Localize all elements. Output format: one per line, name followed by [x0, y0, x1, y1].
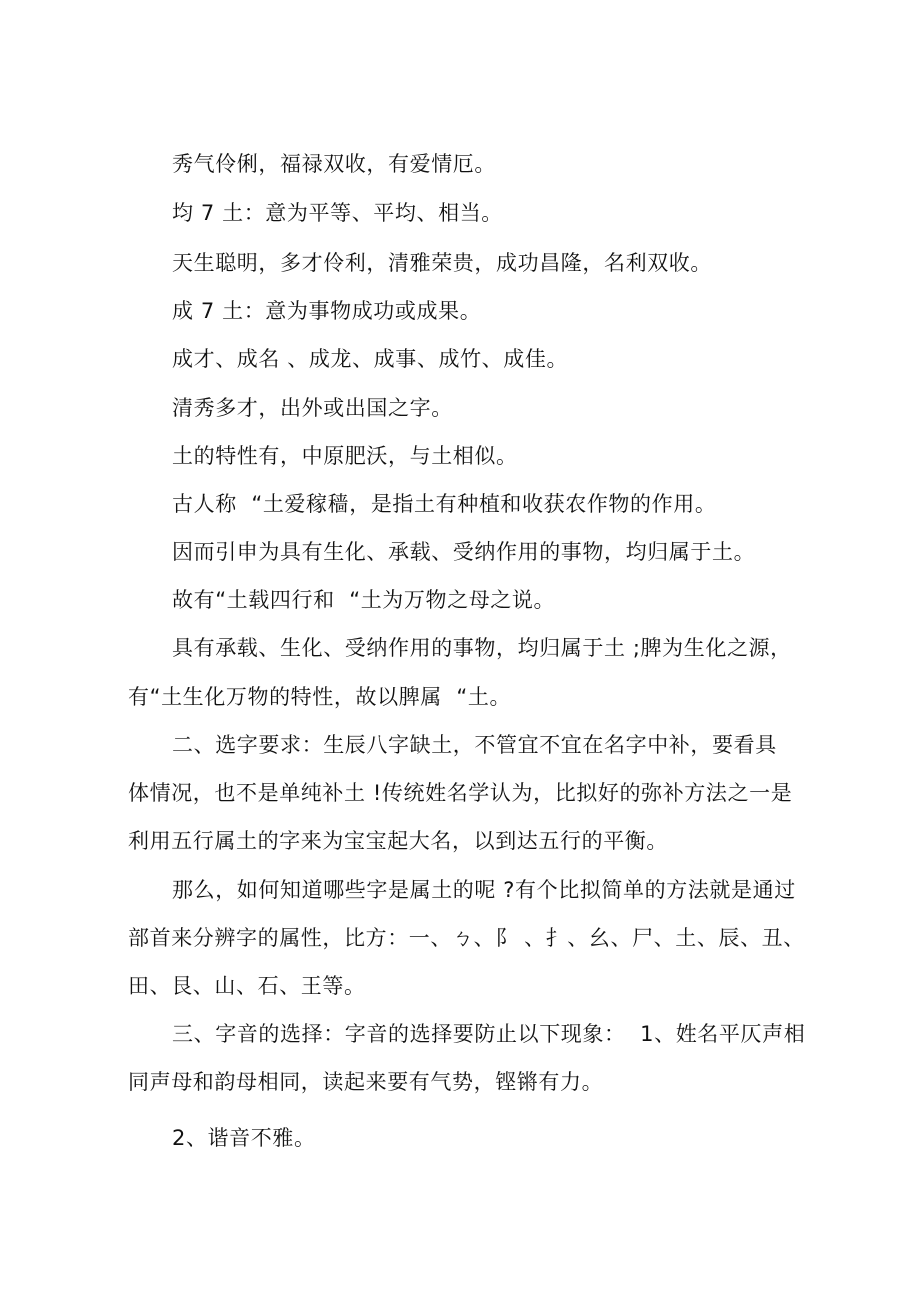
- text-line: 故有“土载四行和 “土为万物之母之说。: [172, 588, 556, 612]
- text-line: 三、字音的选择：字音的选择要防止以下现象： 1、姓名平仄声相: [172, 1022, 806, 1046]
- text-line: 部首来分辨字的属性，比方：一、ㄅ、阝 、扌、幺、尸、土、辰、丑、: [128, 926, 805, 950]
- text-line: 田、艮、山、石、王等。: [128, 974, 366, 998]
- text-line: 天生聪明，多才伶利，清雅荣贵，成功昌隆，名利双收。: [172, 251, 712, 275]
- text-line: 那么，如何知道哪些字是属土的呢 ?有个比拟简单的方法就是通过: [172, 878, 796, 902]
- text-line: 秀气伶俐，福禄双收，有爱情厄。: [172, 152, 496, 176]
- text-line: 成 7 土：意为事物成功或成果。: [172, 299, 482, 323]
- text-line: 同声母和韵母相同，读起来要有气势，铿锵有力。: [128, 1070, 604, 1094]
- text-line: 均 7 土：意为平等、平均、相当。: [172, 201, 503, 225]
- text-line: 利用五行属土的字来为宝宝起大名，以到达五行的平衡。: [128, 829, 668, 853]
- text-line: 清秀多才，出外或出国之字。: [172, 396, 453, 420]
- text-line: 古人称 “土爱稼穑，是指土有种植和收获农作物的作用。: [172, 492, 717, 516]
- text-line: 具有承载、生化、受纳作用的事物，均归属于土 ;脾为生化之源，: [172, 636, 792, 660]
- text-line: 有“土生化万物的特性，故以脾属 “土。: [128, 685, 512, 709]
- text-line: 2、谐音不雅。: [172, 1126, 316, 1150]
- text-line: 成才、成名 、成龙、成事、成竹、成佳。: [172, 347, 569, 371]
- text-line: 体情况，也不是单纯补土 !传统姓名学认为，比拟好的弥补方法之一是: [128, 781, 793, 805]
- text-line: 土的特性有，中原肥沃，与土相似。: [172, 444, 518, 468]
- text-line: 二、选字要求：生辰八字缺土，不管宜不宜在名字中补，要看具: [172, 733, 777, 757]
- text-line: 因而引申为具有生化、承载、受纳作用的事物，均归属于土。: [172, 540, 756, 564]
